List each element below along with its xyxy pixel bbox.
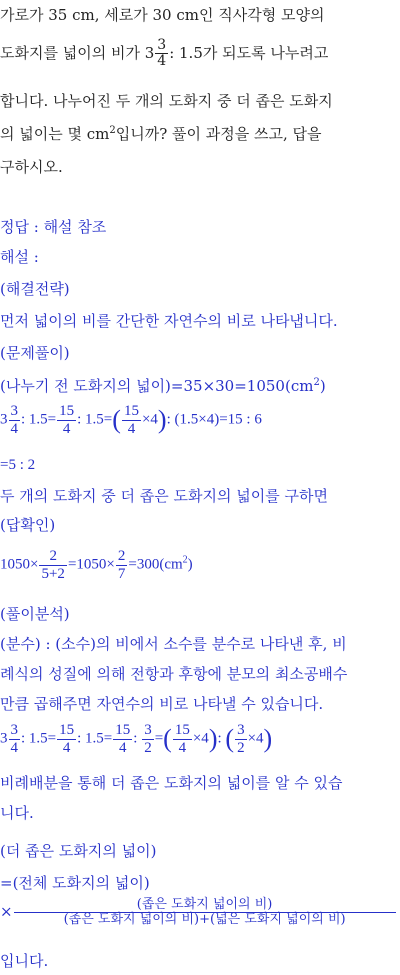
- fraction: $\frac{15}{4}$: [115, 722, 131, 756]
- fraction: $\frac{2}{7}$: [117, 548, 126, 582]
- prop-line-1: 비례배분을 통해 더 좁은 도화지의 넓이를 알 수 있습: [0, 774, 343, 792]
- analysis-heading: (풀이분석): [0, 605, 70, 623]
- problem-line-1: 가로가 35 cm, 세로가 30 cm인 직사각형 모양의: [0, 6, 325, 24]
- problem-line-4: 의 넓이는 몇 $cm^2$입니까? 풀이 과정을 쓰고, 답을: [0, 125, 322, 143]
- narrow-text: 두 개의 도화지 중 더 좁은 도화지의 넓이를 구하면: [0, 487, 328, 505]
- fraction: $\frac{3}{4}$: [10, 722, 18, 756]
- fraction: $\frac{\text{(좁은 도화지 넓이의 비)}}{\text{(좁은 도화지 넓이의 비)+(넓은 도화지 넓이의 비)}}$: [14, 898, 396, 928]
- fraction: $\frac{3}{2}$: [144, 722, 152, 756]
- check-heading: (답확인): [0, 516, 56, 534]
- fraction: $\frac{2}{5+2}$: [41, 548, 65, 582]
- fraction: $\frac{15}{4}$: [59, 722, 75, 756]
- analysis-line-3: 만큼 곱해주면 자연수의 비로 나타낼 수 있습니다.: [0, 695, 324, 713]
- end-text: 입니다.: [0, 952, 49, 970]
- prop-line-2: 니다.: [0, 804, 34, 822]
- narrow-heading: (더 좁은 도화지의 넓이): [0, 842, 157, 860]
- fraction: $\frac{15}{4}$: [123, 403, 139, 437]
- fraction: $\frac{3}{2}$: [237, 722, 245, 756]
- area-calc: 1050× $\frac{2}{5+2}$ =1050× $\frac{2}{7}$ $=300(cm^2)$: [0, 548, 193, 582]
- problem-line-3: 합니다. 나누어진 두 개의 도화지 중 더 좁은 도화지: [0, 92, 333, 110]
- ratio-equation: 3 $\frac{3}{4}$ : 1.5= $\frac{15}{4}$ : 1.5=( $\frac{15}{4}$ ×4): (1.5×4)=15 : 6: [0, 403, 262, 437]
- fraction: $\frac{3}{4}$: [10, 403, 18, 437]
- problem-line-2: [0, 38, 328, 70]
- ratio-simple: =5 : 2: [0, 457, 36, 473]
- analysis-line-2: 례식의 성질에 의해 전항과 후항에 분모의 최소공배수: [0, 665, 348, 683]
- analysis-line-1: (분수) : (소수)의 비에서 소수를 분수로 나타낸 후, 비: [0, 635, 347, 653]
- strategy-heading: (해결전략): [0, 280, 70, 298]
- problem-text: 도화지를 넓이의 비가 3: [0, 43, 155, 62]
- problem-text: : 1.5가 되도록 나누려고: [169, 43, 329, 62]
- fraction: $\frac{15}{4}$: [59, 403, 75, 437]
- big-fraction: × $\frac{\text{(좁은 도화지 넓이의 비)}}{\text{(좁은 도화지 넓이의 비)+(넓은 도화지 넓이의 비)}}$: [0, 898, 397, 928]
- solve-heading: (문제풀이): [0, 344, 70, 362]
- haeseol-label: 해설 :: [0, 248, 39, 266]
- ratio-equation-2: 3 $\frac{3}{4}$ : 1.5= $\frac{15}{4}$ : 1.5= $\frac{15}{4}$ : $\frac{3}{2}$ =( $\frac{15}{4}$ ×4): ( $\frac{3}{2}$ ×4): [0, 722, 273, 756]
- problem-line-5: 구하시오.: [0, 158, 63, 176]
- answer-line: 정답 : 해설 참조: [0, 218, 107, 236]
- total-heading: =(전체 도화지의 넓이): [0, 874, 150, 892]
- fraction: $\frac{15}{4}$: [174, 722, 190, 756]
- mixed-fraction: $\frac{3}{4}$: [157, 37, 167, 70]
- strategy-text: 먼저 넓이의 비를 간단한 자연수의 비로 나타냅니다.: [0, 312, 338, 330]
- area-equation: (나누기 전 도화지의 넓이)$=35\times 30=1050(cm^2)$: [0, 377, 326, 395]
